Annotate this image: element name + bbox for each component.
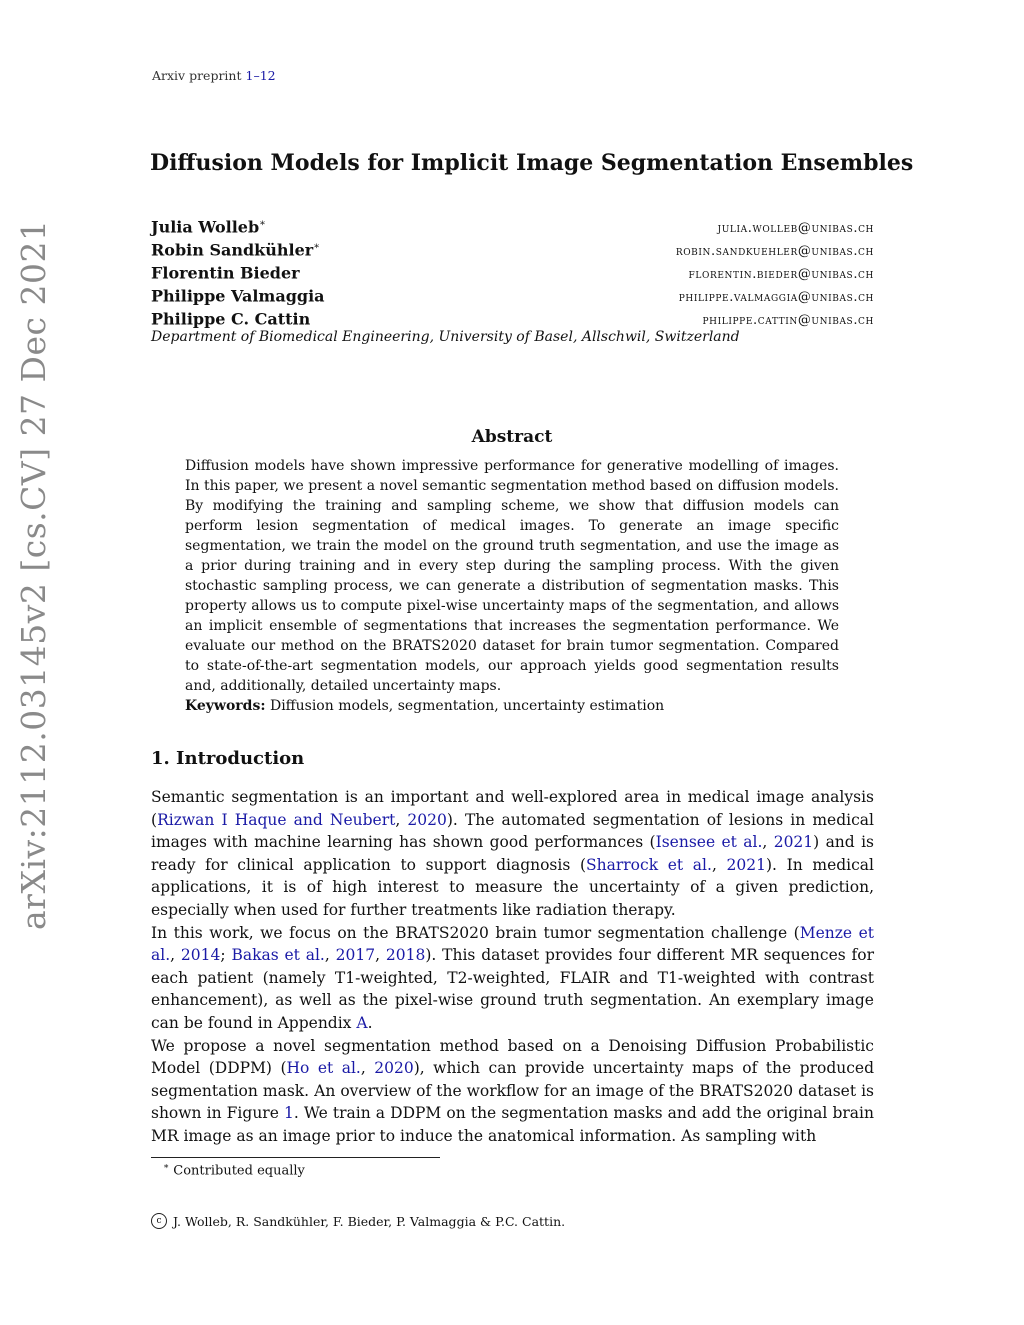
author-name: Florentin Bieder — [151, 263, 300, 283]
footnote — [163, 1162, 305, 1178]
author-email: florentin.bieder@unibas.ch — [688, 267, 874, 283]
header-pages-link[interactable]: 1–12 — [245, 68, 276, 83]
paragraph: In this work, we focus on the BRATS2020 brain tumor segmentation challenge (Menze et al., 2014; Bakas et al., 2017, 2018). This dataset provides four different MR sequences for each patient (namely T1-weighted, T2-weighted, FLAIR and T1-weighted with contrast enhancement), as well as the pixel-wise ground truth segmentation. An exemplary image can be found in Appendix A. — [151, 923, 875, 1032]
author-email: robin.sandkuehler@unibas.ch — [675, 244, 874, 260]
copyright-icon: c — [151, 1213, 167, 1229]
keywords-label: Keywords: — [185, 698, 266, 714]
appendix-ref-link[interactable]: A — [356, 1013, 368, 1032]
citation-link[interactable]: Menze et al. — [151, 923, 874, 965]
author-email: julia.wolleb@unibas.ch — [717, 221, 874, 237]
citation-link[interactable]: Bakas et al. — [231, 946, 325, 965]
figure-ref-link[interactable]: 1 — [284, 1104, 294, 1123]
citation-link[interactable]: Ho et al. — [286, 1059, 361, 1078]
citation-year-link[interactable]: 2014 — [180, 946, 221, 965]
author-name: Philippe Valmaggia — [151, 286, 325, 306]
keywords-list: Diffusion models, segmentation, uncertainty estimation — [269, 698, 665, 714]
citation-year-link[interactable]: 2021 — [726, 855, 766, 874]
affiliation: Department of Biomedical Engineering, University of Basel, Allschwil, Switzerland — [151, 329, 740, 345]
citation-year-link[interactable]: 2018 — [385, 946, 426, 965]
footnote-mark: ∗ — [163, 1162, 170, 1172]
author-name: Robin Sandkühler∗ — [151, 240, 321, 260]
abstract-text: Diffusion models have shown impressive performance for generative modelling of images. In this paper, we present a novel semantic segmentation method based on diffusion models. By modifying the training and sampling scheme, we show that diffusion models can perform lesion segmentation of medical images. To generate an image specific segmentation, we train the model on the ground truth segmentation, and use the image as a prior during training and in every step during the sampling process. With the given stochastic sampling process, we can generate a distribution of segmentation masks. This property allows us to compute pixel-wise uncertainty maps of the segmentation, and allows an implicit ensemble of segmentations that increases the segmentation performance. We evaluate our method on the BRATS2020 dataset for brain tumor segmentation. Compared to state-of-the-art segmentation models, our approach yields good segmentation results and, additionally, detailed uncertainty maps. — [185, 458, 839, 694]
citation-year-link[interactable]: 2020 — [374, 1059, 414, 1078]
copyright-line — [151, 1213, 565, 1229]
introduction-body — [151, 786, 874, 1148]
section-heading-introduction: 1. Introduction — [151, 748, 305, 769]
paragraph: Semantic segmentation is an important and well-explored area in medical image analysis (Rizwan I Haque and Neubert, 2020). The automated segmentation of lesions in medical images with machine learning has shown good performances (Isensee et al., 2021) and is ready for clinical application to support diagnosis (Sharrock et al., 2021). In medical applications, it is of high interest to measure the uncertainty of a given prediction, especially when used for further treatments like radiation therapy. — [151, 788, 875, 919]
author-email: philippe.valmaggia@unibas.ch — [678, 290, 874, 306]
citation-link[interactable]: Rizwan I Haque and Neubert — [157, 810, 396, 829]
keywords — [185, 698, 839, 714]
citation-year-link[interactable]: 2017 — [335, 946, 376, 965]
footnote-text: Contributed equally — [173, 1163, 305, 1179]
paragraph: We propose a novel segmentation method based on a Denoising Diffusion Probabilistic Model (DDPM) (Ho et al., 2020), which can provide uncertainty maps of the produced segmentation mask. An overview of the workflow for an image of the BRATS2020 dataset is shown in Figure 1. We train a DDPM on the segmentation masks and add the original brain MR image as an image prior to induce the anatomical information. As sampling with — [151, 1036, 875, 1145]
author-name: Philippe C. Cattin — [151, 309, 311, 329]
arxiv-side-stamp: arXiv:2112.03145v2 [cs.CV] 27 Dec 2021 — [14, 219, 53, 930]
footnote-divider — [151, 1157, 440, 1158]
paper-title: Diffusion Models for Implicit Image Segmentation Ensembles — [150, 150, 914, 176]
running-header — [152, 68, 276, 83]
citation-year-link[interactable]: 2021 — [773, 833, 814, 852]
abstract-heading: Abstract — [471, 427, 553, 447]
author-email: philippe.cattin@unibas.ch — [702, 313, 874, 329]
citation-link[interactable]: Sharrock et al. — [586, 855, 712, 874]
citation-year-link[interactable]: 2020 — [407, 810, 447, 829]
author-row — [151, 212, 874, 235]
author-block — [151, 212, 874, 345]
header-prefix: Arxiv preprint — [152, 68, 242, 83]
citation-link[interactable]: Isensee et al. — [655, 833, 763, 852]
author-name: Julia Wolleb∗ — [151, 217, 266, 237]
copyright-text: J. Wolleb, R. Sandkühler, F. Bieder, P. Valmaggia & P.C. Cattin. — [173, 1213, 566, 1229]
